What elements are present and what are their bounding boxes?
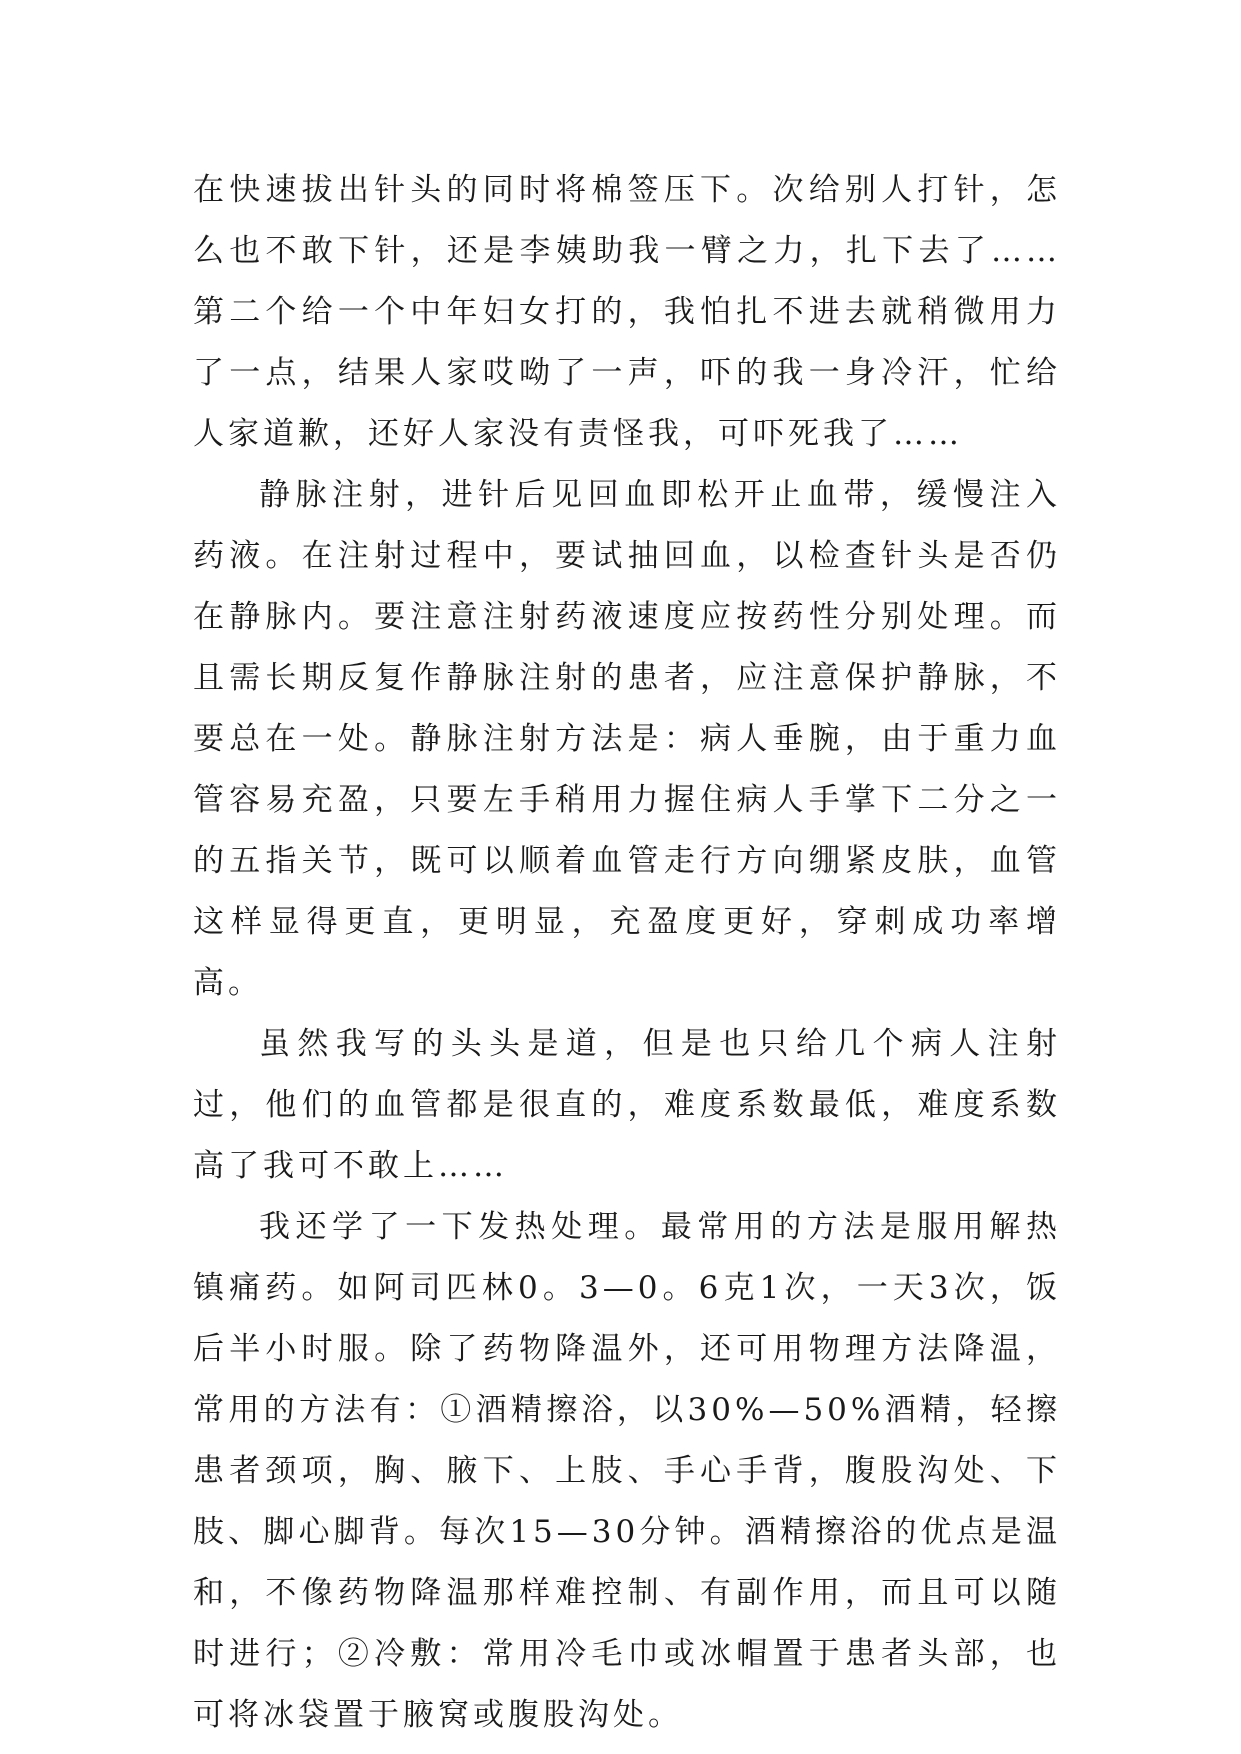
document-body xyxy=(193,160,1061,1746)
paragraph-1: 在快速拔出针头的同时将棉签压下。次给别人打针，怎么也不敢下针，还是李姨助我一臂之力，扎下去了……第二个给一个中年妇女打的，我怕扎不进去就稍微用力了一点，结果人家哎呦了一声，吓的我一身冷汗，忙给人家道歉，还好人家没有责怪我，可吓死我了…… xyxy=(193,172,1061,452)
paragraph-3: 虽然我写的头头是道，但是也只给几个病人注射过，他们的血管都是很直的，难度系数最低，难度系数高了我可不敢上…… xyxy=(193,1026,1061,1184)
paragraph-2: 静脉注射，进针后见回血即松开止血带，缓慢注入药液。在注射过程中，要试抽回血，以检查针头是否仍在静脉内。要注意注射药液速度应按药性分别处理。而且需长期反复作静脉注射的患者，应注意保护静脉，不要总在一处。静脉注射方法是：病人垂腕，由于重力血管容易充盈，只要左手稍用力握住病人手掌下二分之一的五指关节，既可以顺着血管走行方向绷紧皮肤，血管这样显得更直，更明显，充盈度更好，穿刺成功率增高。 xyxy=(193,477,1061,1001)
paragraph-4: 我还学了一下发热处理。最常用的方法是服用解热镇痛药。如阿司匹林0。3—0。6克1次，一天3次，饭后半小时服。除了药物降温外，还可用物理方法降温，常用的方法有：①酒精擦浴，以30%—50%酒精，轻擦患者颈项，胸、腋下、上肢、手心手背，腹股沟处、下肢、脚心脚背。每次15—30分钟。酒精擦浴的优点是温和，不像药物降温那样难控制、有副作用，而且可以随时进行；②冷敷：常用冷毛巾或冰帽置于患者头部，也可将冰袋置于腋窝或腹股沟处。 xyxy=(193,1209,1061,1733)
